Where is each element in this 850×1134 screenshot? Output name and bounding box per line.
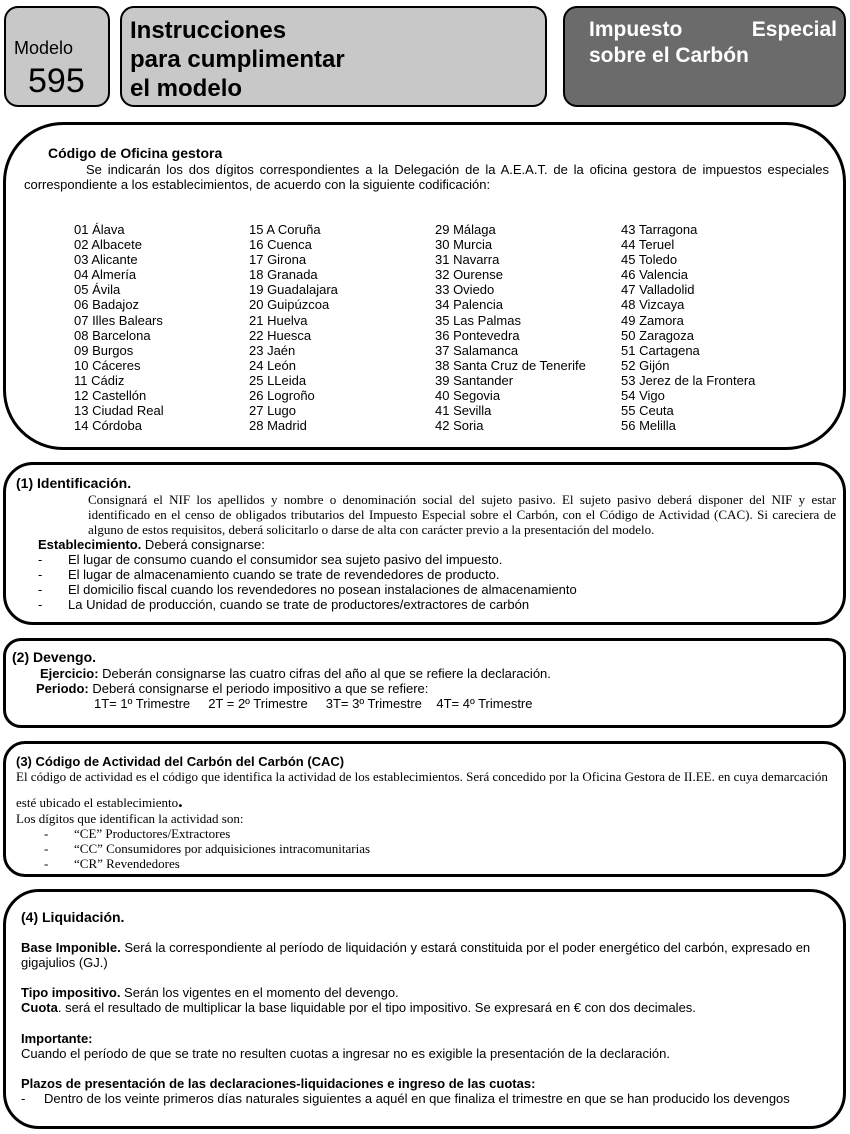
cac-title: (3) Código de Actividad del Carbón del Carbón (CAC): [16, 754, 345, 769]
identificacion-title: (1) Identificación.: [16, 475, 132, 491]
periodo-line: [36, 681, 428, 696]
oficina-intro: Se indicarán los dos dígitos correspondientes a la Delegación de la A.E.A.T. de la oficina gestora de impuestos especiales correspondiente a los establecimientos, de acuerdo con la siguiente codificación:: [24, 162, 829, 192]
oficina-section: [3, 122, 846, 450]
liquidacion-title: (4) Liquidación.: [21, 909, 125, 925]
office-code-item: 01 Álava: [74, 222, 125, 237]
oficina-column-1: [74, 222, 164, 433]
office-code-item: 21 Huelva: [249, 312, 308, 328]
office-code-item: 18 Granada: [249, 267, 318, 283]
tax-title-box: [563, 6, 846, 107]
instructions-line: Instrucciones: [130, 17, 287, 44]
office-code-item: 07 Illes Balears: [74, 312, 163, 328]
liquidacion-section: [3, 889, 846, 1129]
office-code-item: 27 Lugo: [249, 403, 296, 419]
office-code-item: 24 León: [249, 357, 296, 373]
ejercicio-line: [40, 666, 551, 681]
office-code-item: 22 Huesca: [249, 327, 312, 343]
office-code-item: 52 Gijón: [621, 357, 670, 373]
office-code-item: 16 Cuenca: [249, 237, 312, 253]
plazos-item: - Dentro de los veinte primeros días naturales siguientes a aquél en que finaliza el trimestre en que se han producido los devengos: [21, 1091, 790, 1106]
office-code-item: 35 Las Palmas: [435, 312, 521, 328]
oficina-title: Código de Oficina gestora: [48, 145, 223, 161]
office-code-item: 10 Cáceres: [74, 357, 141, 373]
office-code-item: 43 Tarragona: [621, 222, 698, 237]
instructions-line: para cumplimentar: [130, 46, 345, 73]
office-code-item: 56 Melilla: [621, 418, 676, 434]
trimestres-line: 1T= 1º Trimestre 2T = 2º Trimestre 3T= 3º Trimestre 4T= 4º Trimestre: [94, 696, 533, 711]
office-code-item: 32 Ourense: [435, 267, 503, 283]
office-code-item: 09 Burgos: [74, 342, 134, 358]
office-code-item: 53 Jerez de la Frontera: [621, 372, 756, 388]
office-code-item: 02 Albacete: [74, 237, 142, 253]
list-item: - “CC” Consumidores por adquisiciones intracomunitarias: [44, 841, 371, 856]
office-code-item: 37 Salamanca: [435, 342, 519, 358]
oficina-column-2: [249, 222, 338, 433]
plazos-label: Plazos de presentación de las declaraciones-liquidaciones e ingreso de las cuotas:: [21, 1076, 536, 1091]
modelo-box: [4, 6, 110, 107]
office-code-item: 46 Valencia: [621, 267, 688, 283]
devengo-section: [3, 638, 846, 728]
oficina-column-3: [435, 222, 586, 433]
oficina-column-4: [621, 222, 755, 433]
office-code-item: 06 Badajoz: [74, 297, 140, 313]
office-code-item: 42 Soria: [435, 418, 484, 434]
cuota: Cuota. será el resultado de multiplicar la base liquidable por el tipo impositivo. Se expresará en € con dos decimales.: [21, 1000, 696, 1015]
establecimiento-label: Establecimiento.: [38, 537, 142, 552]
office-code-item: 19 Guadalajara: [249, 282, 338, 298]
office-code-item: 03 Alicante: [74, 252, 138, 268]
office-code-item: 41 Sevilla: [435, 403, 492, 419]
list-item: - El lugar de almacenamiento cuando se trate de revendedores de producto.: [38, 567, 500, 582]
office-code-item: 33 Oviedo: [435, 282, 495, 298]
cac-text-3: Los dígitos que identifican la actividad son:: [16, 811, 244, 826]
importante-text: Cuando el período de que se trate no resulten cuotas a ingresar no es exigible la presentación de la declaración.: [21, 1046, 670, 1061]
tax-title-line2: sobre el Carbón: [589, 44, 749, 67]
office-code-item: 23 Jaén: [249, 342, 296, 358]
office-code-item: 28 Madrid: [249, 418, 307, 434]
list-item: - “CR” Revendedores: [44, 856, 180, 871]
devengo-title: (2) Devengo.: [12, 649, 97, 665]
office-code-item: 13 Ciudad Real: [74, 403, 164, 419]
office-code-item: 26 Logroño: [249, 388, 315, 404]
office-code-item: 34 Palencia: [435, 297, 503, 313]
office-code-item: 36 Pontevedra: [435, 327, 520, 343]
office-code-item: 12 Castellón: [74, 388, 147, 404]
office-code-item: 48 Vizcaya: [621, 297, 685, 313]
cac-list: [44, 826, 370, 871]
office-code-item: 54 Vigo: [621, 388, 665, 404]
list-item: - El lugar de consumo cuando el consumidor sea sujeto pasivo del impuesto.: [38, 552, 503, 567]
periodo-text: Deberá consignarse el periodo impositivo a que se refiere:: [88, 681, 429, 696]
office-code-item: 14 Córdoba: [74, 418, 142, 434]
office-code-item: 51 Cartagena: [621, 342, 700, 358]
identificacion-text: Consignará el NIF los apellidos y nombre o denominación social del sujeto pasivo. El sujeto pasivo deberá disponer del NIF y estar identificado en el censo de obligados tributarios del Impuesto Especial sobre el Carbón, con el Código de Actividad (CAC). Si careciera de alguno de estos requisitos, deberá solicitarlo o darse de alta con carácter previo a la presentación del modelo.: [88, 492, 836, 537]
ejercicio-label: Ejercicio:: [40, 666, 99, 681]
establecimiento-text: Deberá consignarse:: [141, 537, 265, 552]
list-item: - La Unidad de producción, cuando se trate de productores/extractores de carbón: [38, 597, 530, 612]
office-code-item: 04 Almería: [74, 267, 137, 283]
list-item: - “CE” Productores/Extractores: [44, 826, 231, 841]
office-code-item: 45 Toledo: [621, 252, 678, 268]
office-code-item: 44 Teruel: [621, 237, 675, 253]
list-item: - El domicilio fiscal cuando los revendedores no posean instalaciones de almacenamiento: [38, 582, 577, 597]
identificacion-section: [3, 462, 846, 625]
office-code-item: 15 A Coruña: [249, 222, 321, 237]
modelo-number: 595: [28, 62, 85, 100]
office-code-item: 47 Valladolid: [621, 282, 695, 298]
periodo-label: Periodo:: [36, 681, 89, 696]
office-code-item: 05 Ávila: [74, 282, 121, 298]
establecimiento-list: [38, 552, 577, 612]
office-code-item: 31 Navarra: [435, 252, 500, 268]
office-code-item: 50 Zaragoza: [621, 327, 694, 343]
tax-title-line1: Impuesto Especial: [589, 18, 837, 41]
cac-section: [3, 741, 846, 877]
cac-text-2: esté ubicado el establecimiento.: [16, 791, 183, 811]
office-code-item: 39 Santander: [435, 372, 514, 388]
ejercicio-text: Deberán consignarse las cuatro cifras del año al que se refiere la declaración.: [98, 666, 551, 681]
office-code-item: 30 Murcia: [435, 237, 493, 253]
office-code-item: 17 Girona: [249, 252, 307, 268]
office-code-item: 25 LLeida: [249, 372, 307, 388]
instructions-title: [130, 16, 345, 103]
cac-text-1: El código de actividad es el código que identifica la actividad de los establecimientos. Será concedido por la Oficina Gestora de II.EE. en cuya demarcación: [16, 769, 828, 784]
office-code-item: 38 Santa Cruz de Tenerife: [435, 357, 586, 373]
modelo-label: Modelo: [14, 38, 74, 58]
office-code-item: 55 Ceuta: [621, 403, 674, 419]
base-imponible: Base Imponible. Será la correspondiente al período de liquidación y estará constituida por el poder energético del carbón, expresado en gigajulios (GJ.): [21, 940, 811, 970]
establecimiento-line: [38, 537, 265, 552]
office-code-item: 49 Zamora: [621, 312, 684, 328]
office-code-item: 29 Málaga: [435, 222, 496, 237]
importante-label: Importante:: [21, 1031, 93, 1046]
instructions-box: [120, 6, 547, 107]
office-code-item: 20 Guipúzcoa: [249, 297, 330, 313]
office-code-item: 11 Cádiz: [74, 372, 125, 388]
office-code-item: 40 Segovia: [435, 388, 501, 404]
office-code-item: 08 Barcelona: [74, 327, 151, 343]
instructions-line: el modelo: [130, 75, 243, 102]
tipo-impositivo: Tipo impositivo. Serán los vigentes en el momento del devengo.: [21, 985, 399, 1000]
